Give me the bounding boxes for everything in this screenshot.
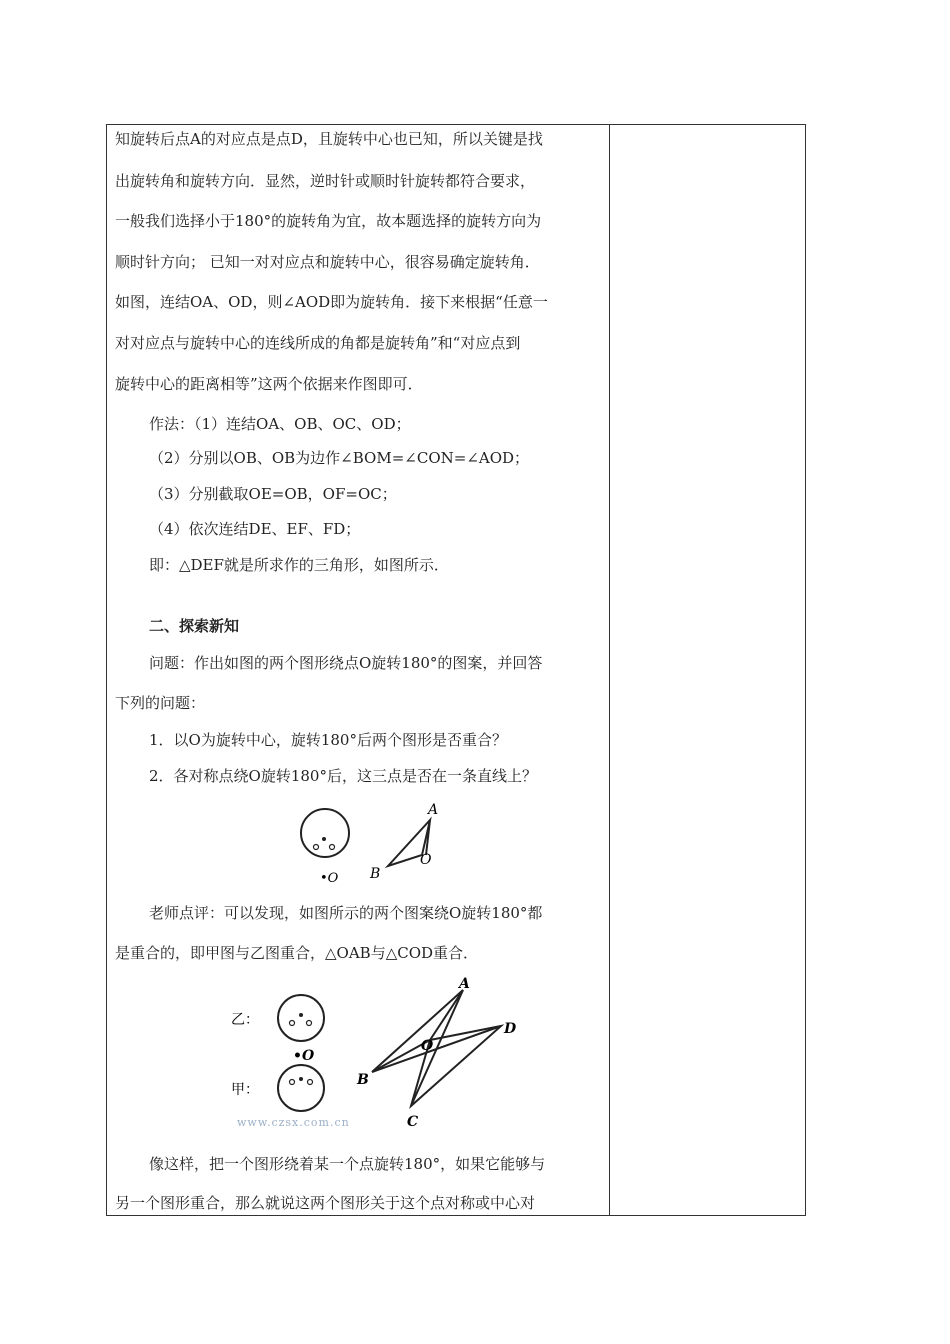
label-yi: 乙： [231, 1012, 259, 1028]
label-b: B [370, 866, 381, 882]
dot [299, 1013, 303, 1017]
method-line: （4）依次连结DE、EF、FD； [149, 520, 361, 538]
comment-line: 老师点评：可以发现，如图所示的两个图案绕O旋转180°都 [149, 904, 543, 922]
method-line: （2）分别以OB、OB为边作∠BOM=∠CON=∠AOD； [149, 449, 530, 467]
column-divider [609, 125, 610, 1215]
question-2: 2．各对称点绕O旋转180°后，这三点是否在一条直线上？ [149, 767, 537, 785]
segment-bd [372, 1026, 501, 1072]
label-b: B [357, 1072, 369, 1088]
paragraph-line: 知旋转后点A的对应点是点D，且旋转中心也已知，所以关键是找 [115, 130, 543, 148]
dot [290, 1021, 295, 1026]
method-line: （3）分别截取OE=OB，OF=OC； [149, 485, 397, 503]
point-o-label: •O [320, 871, 339, 886]
label-jia: 甲： [231, 1082, 259, 1098]
figure-circle-triangle [290, 798, 450, 888]
point-o-label: •O [293, 1048, 315, 1064]
paragraph-line: 出旋转角和旋转方向．显然，逆时针或顺时针旋转都符合要求， [115, 172, 536, 190]
paragraph-line: 如图，连结OA、OD，则∠AOD即为旋转角．接下来根据“任意一 [115, 293, 548, 311]
paragraph-line: 旋转中心的距离相等”这两个依据来作图即可． [115, 375, 423, 393]
label-o: O [420, 852, 432, 868]
question-line: 下列的问题： [115, 694, 206, 712]
circle-yi [278, 995, 324, 1041]
label-a: A [459, 976, 470, 992]
dot [299, 1077, 303, 1081]
comment-line: 是重合的，即甲图与乙图重合，△OAB与△COD重合． [115, 944, 479, 962]
triangle-oab [372, 990, 463, 1072]
paragraph-line: 顺时针方向； 已知一对对应点和旋转中心，很容易确定旋转角． [115, 253, 540, 271]
question-line: 问题：作出如图的两个图形绕点O旋转180°的图案，并回答 [149, 654, 543, 672]
dot [307, 1021, 312, 1026]
section-title: 二、探索新知 [149, 617, 240, 635]
paragraph-line: 对对应点与旋转中心的连线所成的角都是旋转角”和“对应点到 [115, 334, 521, 352]
figure-circle [301, 809, 349, 857]
dot [330, 845, 335, 850]
label-o: O [421, 1038, 434, 1054]
label-c: C [407, 1114, 419, 1130]
label-a: A [428, 802, 439, 818]
paragraph-line: 一般我们选择小于180°的旋转角为宜，故本题选择的旋转方向为 [115, 212, 542, 230]
closing-line: 另一个图形重合，那么就说这两个图形关于这个点对称或中心对 [115, 1194, 536, 1212]
dot [322, 837, 326, 841]
method-line: 作法：（1）连结OA、OB、OC、OD； [149, 415, 411, 433]
dot [290, 1080, 295, 1085]
method-line: 即：△DEF就是所求作的三角形，如图所示． [149, 556, 449, 574]
figure-symmetry [225, 976, 535, 1132]
closing-line: 像这样，把一个图形绕着某一个点旋转180°，如果它能够与 [149, 1155, 546, 1173]
dot [314, 845, 319, 850]
dot [308, 1080, 313, 1085]
question-1: 1．以O为旋转中心，旋转180°后两个图形是否重合？ [149, 731, 507, 749]
label-d: D [504, 1021, 517, 1037]
circle-jia [278, 1065, 324, 1111]
watermark: www.czsx.com.cn [237, 1116, 350, 1129]
